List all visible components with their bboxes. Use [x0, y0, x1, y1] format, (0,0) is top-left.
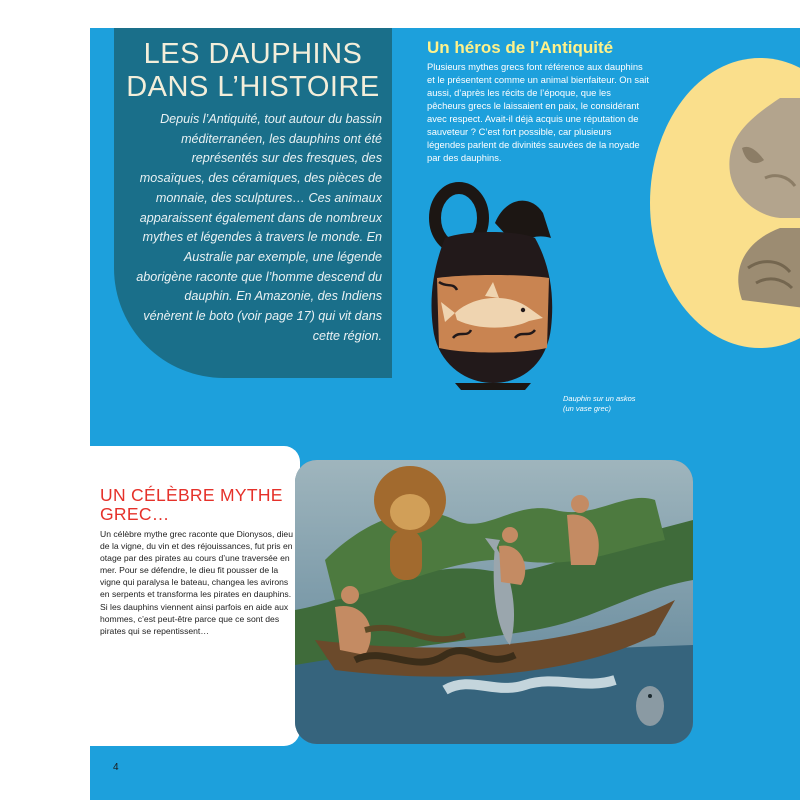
vase-caption: Dauphin sur un askos (un vase grec): [563, 394, 636, 413]
greek-vase-image: [425, 178, 560, 393]
hero-paragraph: Plusieurs mythes grecs font référence aux dauphins et le présentent comme un animal bienfaiteur. On sait aussi, d’après les récits de l’époque, que les pêcheurs grecs le laissaient en paix, le considérant avec respect. Avait-il déjà acquis une réputation de sauveteur ? C’est fort possible, car plusieurs légendes parlent de divinités sauvées de la noyade par des dauphins.: [427, 61, 649, 163]
myth-text-box: [90, 446, 300, 746]
page-background: [90, 28, 800, 800]
dolphin-sculpture-image: [630, 78, 800, 308]
page-title: LES DAUPHINS DANS L’HISTOIRE: [126, 38, 380, 103]
intro-paragraph: Depuis l’Antiquité, tout autour du bassin méditerranéen, les dauphins ont été représentés sur des fresques, des mosaïques, des céramiques, des pièces de monnaie, des sculptures… Ces animaux apparaissent également dans de nombreux mythes et légendes à travers le monde. En Australie par exemple, une légende aborigène raconte que l’homme descend du dauphin. En Amazonie, des Indiens vénèrent le boto (voir page 17) qui vit dans cette région.: [136, 112, 382, 343]
myth-paragraph: Un célèbre mythe grec raconte que Dionysos, dieu de la vigne, du vin et des réjouissances, fut pris en otage par des pirates au cours d’une traversée en mer. Pour se défendre, le dieu fit pousser de la vigne qui paralysa le bateau, changea les avirons en serpents et transforma les pirates en dauphins. Si les dauphins viennent ainsi parfois en aide aux hommes, c’est peut-être parce que ce sont des pirates qui se repentissent…: [100, 529, 293, 636]
title-panel: [114, 28, 392, 378]
page-number: 4: [113, 762, 119, 773]
myth-heading: UN CÉLÈBRE MYTHE GREC…: [100, 485, 283, 524]
hero-heading: Un héros de l’Antiquité: [427, 38, 614, 57]
dionysus-pirates-painting: [295, 460, 693, 744]
